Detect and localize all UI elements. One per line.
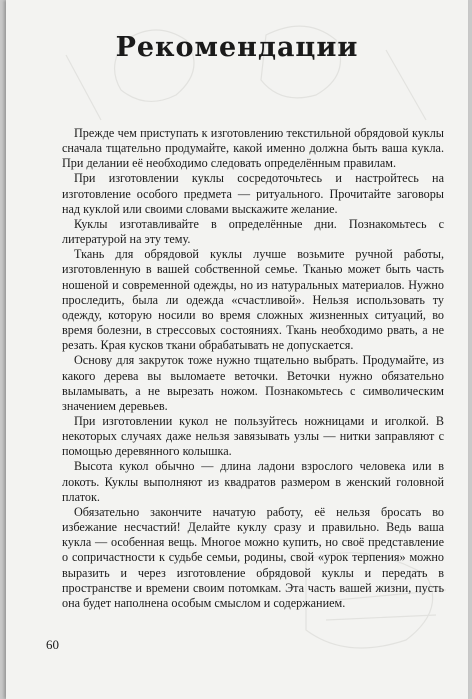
- body-text: [62, 126, 444, 611]
- page-number: 60: [46, 637, 59, 652]
- paragraph: Основу для закруток тоже нужно тщательно выбрать. Продумайте, из какого дерева вы выломаете веточки. Веточки нужно обязательно выламывать, а не вырезать ножом. Познакомьтесь с символическим значением деревьев.: [62, 353, 444, 413]
- paragraph: Прежде чем приступать к изготовлению текстильной обрядовой куклы сначала тщательно продумайте, какой именно должна быть ваша кукла. При делании её необходимо следовать определённым правилам.: [62, 126, 444, 171]
- paragraph: Ткань для обрядовой куклы лучше возьмите ручной работы, изготовленную в вашей собственной семье. Тканью может быть часть ношеной и современной одежды, но из натуральных материалов. Нужно проследить, была ли одежда «счастливой». Нельзя использовать ту одежду, которую носили во время сложных жизненных ситуаций, во время болезни, в стрессовых состояниях. Ткань необходимо рвать, а не резать. Края кусков ткани обрабатывать не допускается.: [62, 247, 444, 353]
- paragraph: При изготовлении кукол не пользуйтесь ножницами и иголкой. В некоторых случаях даже нельзя завязывать узлы — нитки заправляют с помощью деревянного колышка.: [62, 413, 444, 459]
- paragraph: Высота кукол обычно — длина ладони взрослого человека или в локоть. Куклы выполняют из квадратов размером в женский головной платок.: [62, 459, 444, 504]
- page-title: Рекомендации: [115, 32, 359, 63]
- paragraph: Куклы изготавливайте в определённые дни. Познакомьтесь с литературой на эту тему.: [62, 216, 444, 247]
- paragraph: При изготовлении куклы сосредоточьтесь и настройтесь на изготовление особого предмета — ритуального. Прочитайте заговоры над куклой или своими словами выскажите желание.: [62, 171, 444, 216]
- paragraph: Обязательно закончите начатую работу, её нельзя бросать во избежание несчастий! Делайте куклу сразу и правильно. Ведь ваша кукла — особенная вещь. Многое можно купить, но своё представление о сопричастности к судьбе семьи, родины, свой «урок терпения» можно выразить и через изготовление обрядовой куклы и передать в пространстве и времени своим потомкам. Эта часть вашей жизни, пусть она будет наполнена особым смыслом и содержанием.: [62, 504, 444, 610]
- book-page: [6, 0, 468, 699]
